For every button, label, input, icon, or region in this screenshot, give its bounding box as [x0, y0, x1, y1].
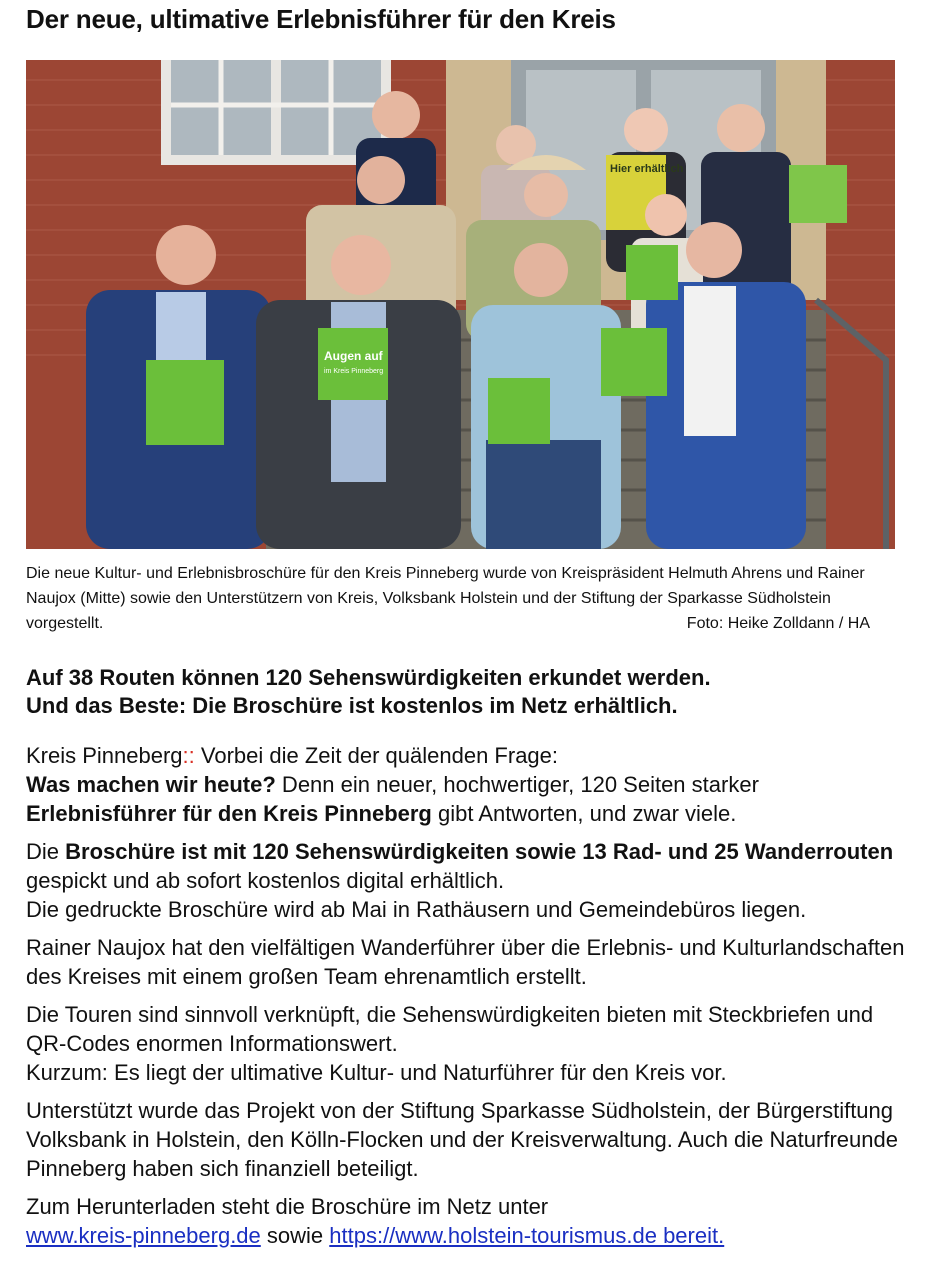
brochure-title: Augen auf — [324, 349, 383, 363]
link-kreis-pinneberg[interactable]: www.kreis-pinneberg.de — [26, 1223, 261, 1248]
photo-caption — [26, 561, 886, 636]
article-headline: Der neue, ultimative Erlebnisführer für den Kreis — [26, 4, 616, 34]
photo-credit: Foto: Heike Zolldann / HA — [686, 615, 870, 632]
paragraph-text: sowie — [260, 1223, 330, 1248]
link-holstein-tourismus[interactable]: https://www.holstein-tourismus.de bereit. — [329, 1223, 725, 1248]
paragraph-text: Kurzum: Es liegt der ultimative Kultur- und Naturführer für den Kreis vor. — [26, 1060, 727, 1085]
article-body — [26, 741, 906, 1259]
paragraph-text: Vorbei die Zeit der quälenden Frage: — [194, 743, 559, 768]
paragraph-3: Rainer Naujox hat den vielfältigen Wanderführer über die Erlebnis- und Kulturlandschaften des Kreises mit einem großen Team ehrenamtlich erstellt. — [26, 935, 905, 989]
paragraph-text: Die Touren sind sinnvoll verknüpft, die Sehenswürdigkeiten bieten mit Steckbriefen und QR-Codes enormen Informationswert. — [26, 1002, 874, 1056]
paragraph-text: Die — [26, 839, 66, 864]
paragraph-1 — [26, 741, 906, 828]
brochure-subtitle: im Kreis Pinneberg — [324, 368, 384, 375]
paragraph-text: gibt Antworten, und zwar viele. — [431, 801, 737, 826]
sign-text: Hier erhältlich — [610, 163, 684, 175]
article-lead — [26, 664, 906, 720]
bold-brochure-facts: Broschüre ist mit 120 Sehenswürdigkeiten sowie 13 Rad- und 25 Wanderrouten — [65, 839, 894, 864]
paragraph-text: gespickt und ab sofort kostenlos digital erhältlich. — [26, 868, 505, 893]
paragraph-6 — [26, 1192, 906, 1250]
dateline-location: Kreis Pinneberg — [26, 743, 183, 768]
group-photo — [26, 60, 895, 549]
bold-guide-name: Erlebnisführer für den Kreis Pinneberg — [26, 801, 432, 826]
paragraph-4 — [26, 1000, 906, 1087]
dateline-separator: :: — [182, 743, 195, 768]
paragraph-5: Unterstützt wurde das Projekt von der Stiftung Sparkasse Südholstein, der Bürgerstiftung Volksbank in Holstein, den Kölln-Flocken und der Kreisverwaltung. Auch die Naturfreunde Pinneberg haben sich finanziell beteiligt. — [26, 1098, 898, 1181]
lead-line-1: Auf 38 Routen können 120 Sehenswürdigkeiten erkundet werden. — [26, 665, 711, 690]
paragraph-text: Denn ein neuer, hochwertiger, 120 Seiten starker — [275, 772, 759, 797]
lead-line-2: Und das Beste: Die Broschüre ist kostenlos im Netz erhältlich. — [26, 693, 678, 718]
paragraph-text: Die gedruckte Broschüre wird ab Mai in Rathäusern und Gemeindebüros liegen. — [26, 897, 807, 922]
bold-question: Was machen wir heute? — [26, 772, 276, 797]
paragraph-2 — [26, 837, 906, 924]
caption-text: Die neue Kultur- und Erlebnisbroschüre für den Kreis Pinneberg wurde von Kreispräsident Helmuth Ahrens und Rainer Naujox (Mitte) sowie den Unterstützern von Kreis, Volksbank Holstein und der Stiftung der Sparkasse Südholstein vorgestellt. — [26, 565, 865, 632]
paragraph-text: Zum Herunterladen steht die Broschüre im Netz unter — [26, 1194, 549, 1219]
